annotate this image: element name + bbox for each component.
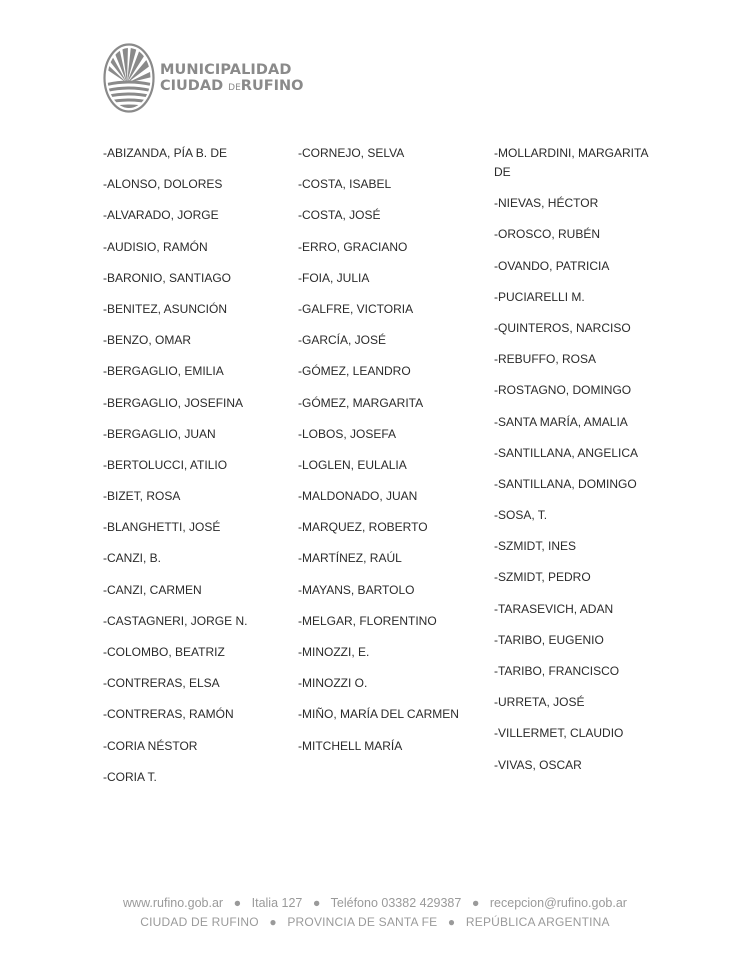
logo-line-ciudad	[160, 79, 304, 94]
name-list-item: -LOBOS, JOSEFA	[298, 426, 397, 441]
name-list-item: -BIZET, ROSA	[103, 489, 181, 504]
name-list-item: -BERGAGLIO, JUAN	[103, 426, 216, 441]
name-list-item: -MELGAR, FLORENTINO	[298, 613, 437, 628]
logo-word-rufino: RUFINO	[240, 78, 304, 94]
footer-website: www.rufino.gob.ar	[123, 896, 224, 910]
name-list-item: -CONTRERAS, RAMÓN	[103, 707, 234, 722]
footer-separator: ●	[447, 915, 456, 929]
logo-line-municipalidad: MUNICIPALIDAD	[160, 61, 292, 78]
name-list-item: -CORNEJO, SELVA	[298, 146, 405, 160]
name-list-item: -TARIBO, FRANCISCO	[494, 664, 620, 678]
footer-country: REPÚBLICA ARGENTINA	[465, 915, 610, 929]
name-list-item: -CASTAGNERI, JORGE N.	[103, 613, 248, 628]
name-list-item: -MARQUEZ, ROBERTO	[298, 520, 428, 535]
name-list-item: -MITCHELL MARÍA	[298, 738, 403, 753]
footer-province: PROVINCIA DE SANTA FE	[287, 915, 438, 929]
name-list-item: -VIVAS, OSCAR	[494, 757, 582, 772]
name-list-item: -AUDISIO, RAMÓN	[103, 239, 208, 254]
name-list-item: -MARTÍNEZ, RAÚL	[298, 551, 402, 566]
name-list-item: -ABIZANDA, PÍA B. DE	[103, 146, 228, 160]
name-list-item: -CANZI, B.	[103, 551, 162, 566]
name-list-item: -SANTILLANA, DOMINGO	[494, 476, 637, 491]
name-list-item: -COSTA, ISABEL	[298, 177, 392, 192]
name-list-item: -COSTA, JOSÉ	[298, 208, 381, 223]
name-list-item: -FOIA, JULIA	[298, 270, 370, 285]
name-list-item: -NIEVAS, HÉCTOR	[494, 196, 599, 211]
names-column-1	[103, 144, 273, 799]
names-column-3	[494, 144, 664, 787]
logo-word-ciudad: CIUDAD	[160, 78, 224, 94]
name-list-item: -MINOZZI O.	[298, 676, 368, 691]
name-list-item: -MINOZZI, E.	[298, 645, 370, 659]
name-list-item: -COLOMBO, BEATRIZ	[103, 645, 225, 659]
name-list-item: -BERGAGLIO, EMILIA	[103, 364, 224, 379]
name-list-item: -URRETA, JOSÉ	[494, 695, 585, 710]
name-list-item: -BLANGHETTI, JOSÉ	[103, 520, 221, 535]
name-list-item: -GALFRE, VICTORIA	[298, 301, 414, 316]
name-list-item: -MOLLARDINI, MARGARITA DE	[494, 146, 648, 179]
name-list-item: -CORIA T.	[103, 769, 157, 784]
name-list-item: -BENZO, OMAR	[103, 333, 192, 348]
name-list-item: -ERRO, GRACIANO	[298, 239, 408, 254]
name-list-item: -MIÑO, MARÍA DEL CARMEN	[298, 707, 459, 722]
name-list-item: -PUCIARELLI M.	[494, 289, 585, 304]
name-list-item: -SOSA, T.	[494, 508, 548, 523]
letterhead	[103, 42, 304, 114]
name-list-item: -BENITEZ, ASUNCIÓN	[103, 301, 228, 316]
name-list-item: -SZMIDT, INES	[494, 539, 577, 554]
name-list-item: -BERGAGLIO, JOSEFINA	[103, 395, 244, 410]
name-list-item: -ALVARADO, JORGE	[103, 208, 219, 223]
name-list-item: -ROSTAGNO, DOMINGO	[494, 383, 632, 398]
name-list-item: -BERTOLUCCI, ATILIO	[103, 457, 228, 472]
name-list-item: -LOGLEN, EULALIA	[298, 457, 407, 472]
name-list-item: -OROSCO, RUBÉN	[494, 227, 601, 242]
municipality-logo-icon	[103, 43, 155, 113]
logo-wordmark	[160, 63, 304, 94]
name-list-item: -CORIA NÉSTOR	[103, 738, 198, 753]
name-list-item: -GARCÍA, JOSÉ	[298, 333, 387, 348]
footer-separator: ●	[233, 896, 242, 910]
name-list-item: -GÓMEZ, LEANDRO	[298, 364, 411, 379]
footer-city: CIUDAD DE RUFINO	[140, 915, 259, 929]
name-list-item: -QUINTEROS, NARCISO	[494, 320, 631, 335]
footer-location-line	[0, 915, 750, 929]
name-list-item: -CONTRERAS, ELSA	[103, 676, 220, 691]
name-list-item: -CANZI, CARMEN	[103, 582, 202, 597]
footer-separator: ●	[269, 915, 277, 929]
name-list-item: -SANTILLANA, ANGELICA	[494, 445, 639, 460]
footer-separator: ●	[312, 896, 321, 910]
name-list-item: -REBUFFO, ROSA	[494, 352, 597, 367]
name-list-item: -VILLERMET, CLAUDIO	[494, 726, 624, 741]
name-list-item: -ALONSO, DOLORES	[103, 177, 223, 192]
name-list-item: -MAYANS, BARTOLO	[298, 582, 415, 597]
name-list-item: -GÓMEZ, MARGARITA	[298, 395, 424, 410]
footer-contact-line	[0, 896, 750, 910]
name-list-item: -MALDONADO, JUAN	[298, 489, 418, 504]
footer-phone: Teléfono 03382 429387	[330, 896, 462, 910]
footer-separator: ●	[471, 896, 480, 910]
names-column-2	[298, 144, 468, 768]
name-list-item: -TARIBO, EUGENIO	[494, 632, 604, 647]
name-list-item: -TARASEVICH, ADAN	[494, 601, 614, 616]
logo-word-de: DE	[228, 83, 241, 93]
name-list-item: -BARONIO, SANTIAGO	[103, 270, 232, 285]
name-list-item: -SANTA MARÍA, AMALIA	[494, 414, 628, 429]
name-list-item: -SZMIDT, PEDRO	[494, 570, 591, 585]
name-list-item: -OVANDO, PATRICIA	[494, 258, 610, 273]
footer-address: Italia 127	[251, 896, 303, 910]
footer-email: recepcion@rufino.gob.ar	[489, 896, 627, 910]
